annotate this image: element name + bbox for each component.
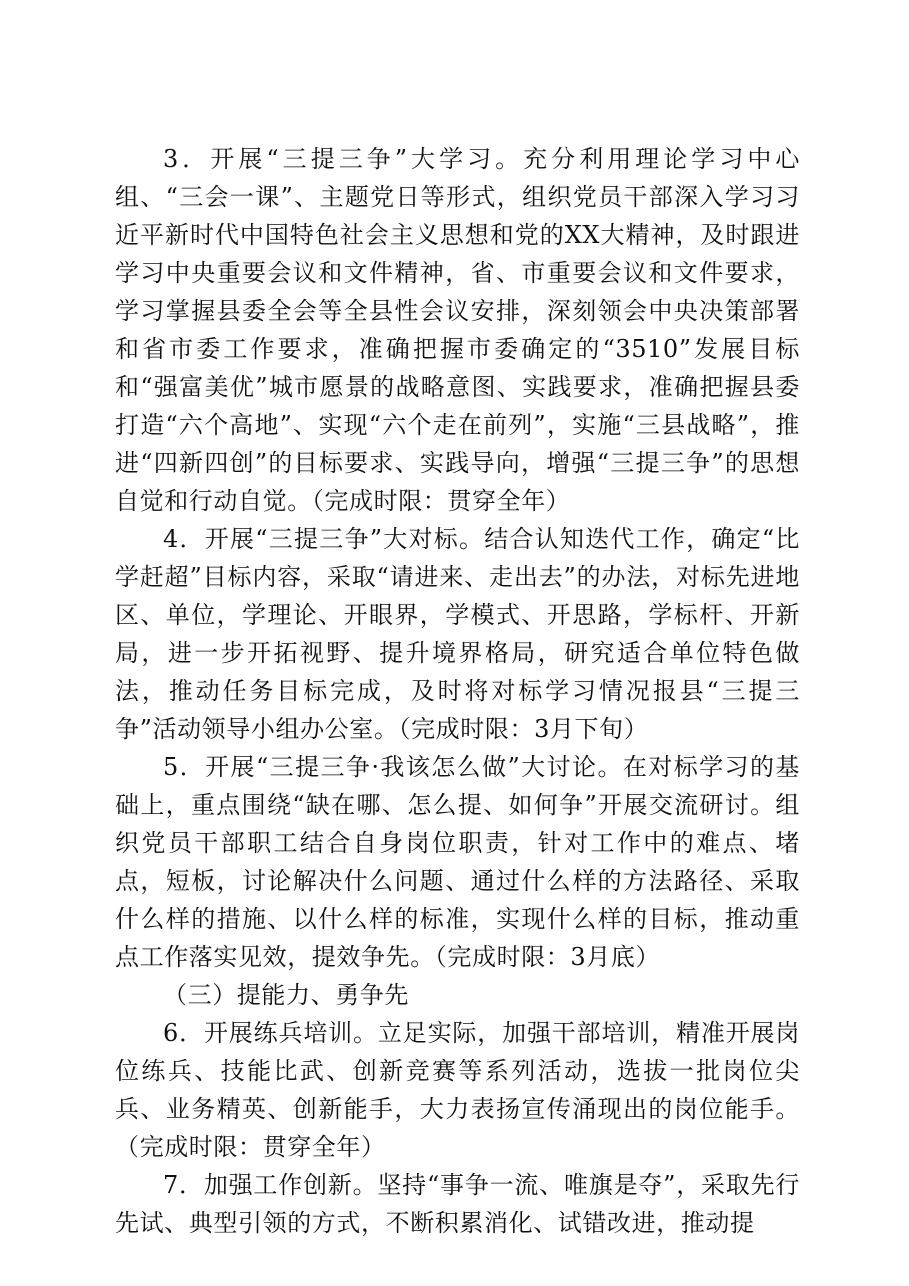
paragraph-item-7: 7．加强工作创新。坚持“事争一流、唯旗是夺”，采取先行先试、典型引领的方式，不断积累消化、试错改进，推动提 (115, 1171, 800, 1237)
document-body (115, 140, 800, 1242)
paragraph-item-3: 3．开展“三提三争”大学习。充分利用理论学习中心组、“三会一课”、主题党日等形式，组织党员干部深入学习习近平新时代中国特色社会主义思想和党的XX大精神，及时跟进学习中央重要会议和文件精神，省、市重要会议和文件要求，学习掌握县委全会等全县性会议安排，深刻领会中央决策部署和省市委工作要求，准确把握市委确定的“3510”发展目标和“强富美优”城市愿景的战略意图、实践要求，准确把握县委打造“六个高地”、实现“六个走在前列”，实施“三县战略”，推进“四新四创”的目标要求、实践导向，增强“三提三争”的思想自觉和行动自觉。（完成时限：贯穿全年） (115, 145, 800, 515)
section-heading-3: （三）提能力、勇争先 (163, 981, 409, 1009)
paragraph-item-5: 5．开展“三提三争·我该怎么做”大讨论。在对标学习的基础上，重点围绕“缺在哪、怎么提、如何争”开展交流研讨。组织党员干部职工结合自身岗位职责，针对工作中的难点、堵点，短板，讨论解决什么问题、通过什么样的方法路径、采取什么样的措施、以什么样的标准，实现什么样的目标，推动重点工作落实见效，提效争先。（完成时限：3月底） (115, 753, 800, 971)
paragraph-item-4: 4．开展“三提三争”大对标。结合认知迭代工作，确定“比学赶超”目标内容，采取“请进来、走出去”的办法，对标先进地区、单位，学理论、开眼界，学模式、开思路，学标杆、开新局，进一步开拓视野、提升境界格局，研究适合单位特色做法，推动任务目标完成，及时将对标学习情况报县“三提三争”活动领导小组办公室。（完成时限：3月下旬） (115, 525, 800, 743)
paragraph-item-6: 6．开展练兵培训。立足实际，加强干部培训，精准开展岗位练兵、技能比武、创新竞赛等系列活动，选拔一批岗位尖兵、业务精英、创新能手，大力表扬宣传涌现出的岗位能手。（完成时限：贯穿全年） (115, 1019, 800, 1161)
